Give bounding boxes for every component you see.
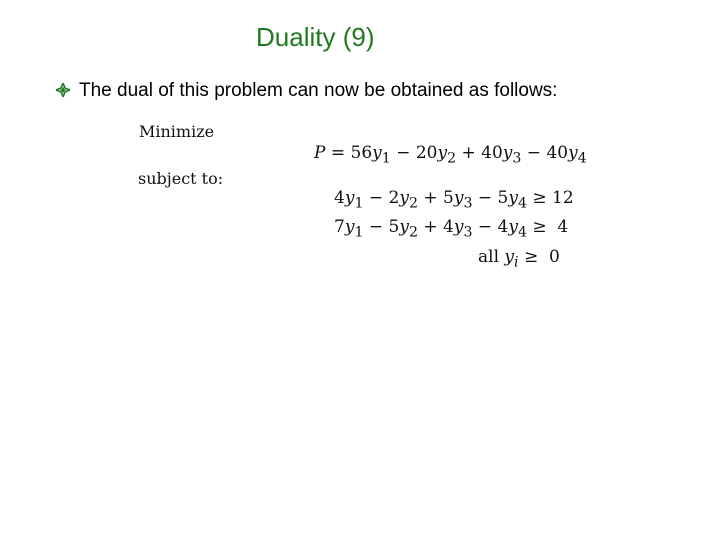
minimize-label: Minimize	[139, 122, 215, 141]
subject-to-label: subject to:	[138, 169, 224, 188]
constraint-1: $4y_1 - 2y_2 + 5y_3 - 5y_4 \ge 12$	[334, 188, 574, 212]
objective-function: $P = 56y_1 - 20y_2 + 40y_3 - 40y_4$	[314, 143, 587, 167]
slide-title: Duality (9)	[256, 22, 375, 52]
bullet-text: The dual of this problem can now be obtained as follows:	[79, 80, 558, 101]
constraint-2: $7y_1 - 5y_2 + 4y_3 - 4y_4 \ge 4$	[334, 217, 569, 241]
nonnegativity-constraint: all $y_i \ge 0$	[478, 247, 560, 271]
